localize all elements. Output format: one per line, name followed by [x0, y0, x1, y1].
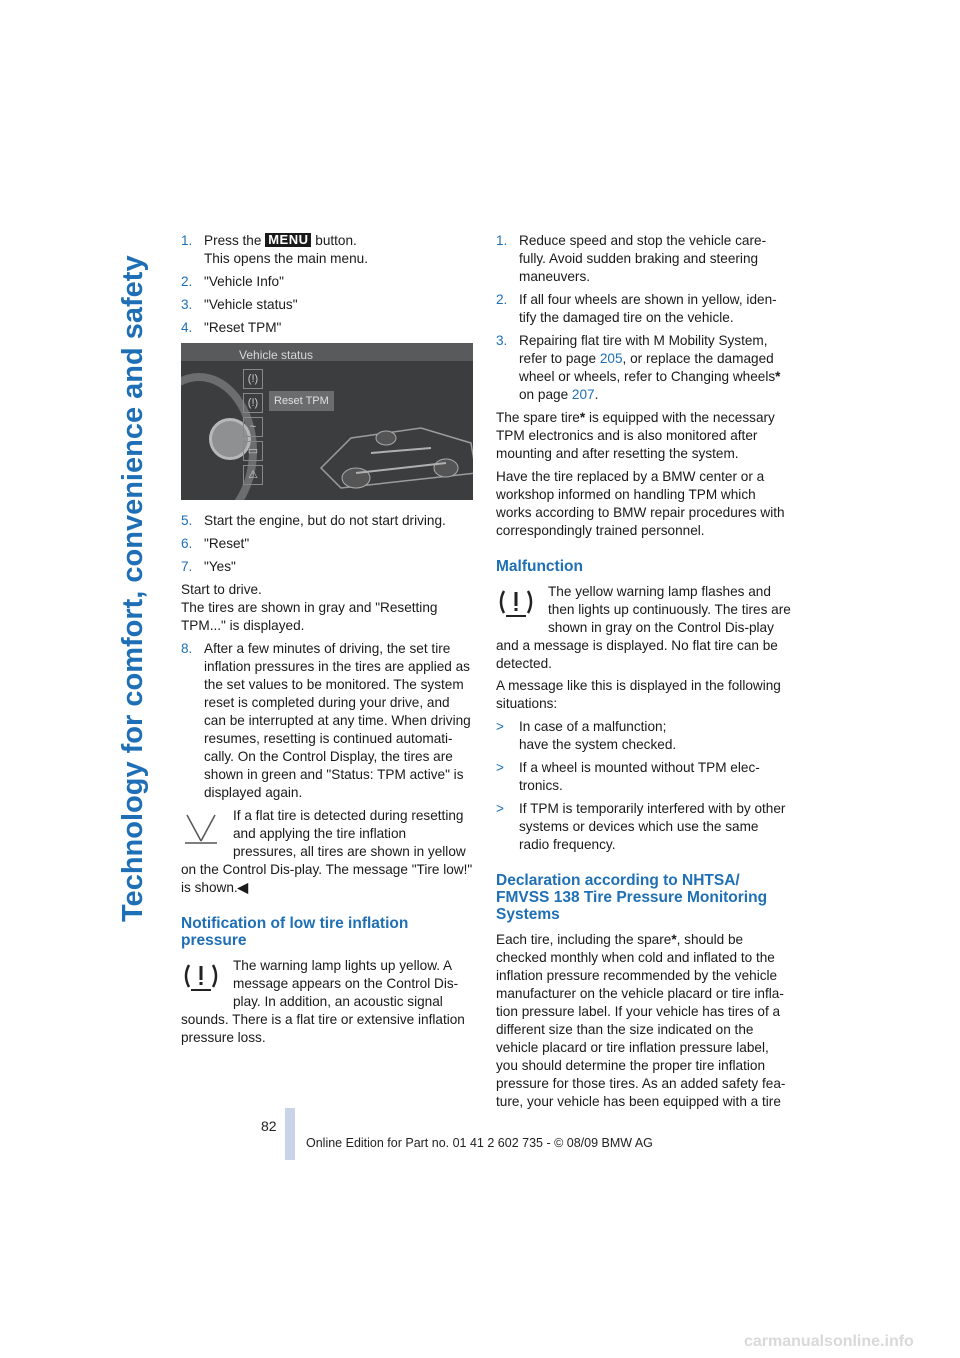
- page-link-207[interactable]: 207: [571, 387, 595, 402]
- step-number: 2.: [496, 292, 508, 307]
- figure-selected-item: Reset TPM: [269, 391, 334, 411]
- step-text: "Vehicle Info": [204, 274, 284, 289]
- watermark: carmanualsonline.info: [744, 1333, 914, 1350]
- step-7: [181, 558, 473, 576]
- warning-triangle-icon: ⚠: [243, 465, 263, 485]
- step-5: [181, 512, 473, 530]
- malfunction-callout: [496, 583, 792, 673]
- step-text: This opens the main menu.: [204, 251, 368, 266]
- situations-intro: A message like this is displayed in the following situations:: [496, 678, 781, 711]
- paragraph-text: The spare tire: [496, 410, 580, 425]
- tire-reset-icon: (!): [243, 393, 263, 413]
- step-text: "Vehicle status": [204, 297, 298, 312]
- figure-title: Vehicle status: [239, 348, 314, 362]
- tires-gray-text: The tires are shown in gray and "Resetting TPM..." is displayed.: [181, 600, 438, 633]
- step-number: 4.: [181, 320, 193, 335]
- heading-low-pressure: Notification of low tire inflation pressure: [181, 915, 409, 949]
- oil-icon: ~: [243, 417, 263, 437]
- footer-accent-bar: [285, 1108, 295, 1160]
- page-link-205[interactable]: 205: [599, 351, 623, 366]
- step-text: "Reset": [204, 536, 250, 551]
- optional-star: *: [579, 410, 586, 425]
- declaration-paragraph: [496, 931, 792, 1111]
- right-step-1: [496, 232, 792, 286]
- step-text: button.: [311, 233, 357, 248]
- optional-star: *: [671, 932, 677, 947]
- note-text: If a flat tire is detected during resetting and applying the tire inflation pressures, all tires are shown in yellow on the Control Dis-play. The message "Tire low!" is shown.: [181, 808, 473, 895]
- malfunction-text: The yellow warning lamp flashes and then lights up continuously. The tires are shown in gray on the Control Dis-play and a message is displayed. No flat tire can be detected.: [496, 584, 791, 671]
- step-1: [181, 232, 473, 268]
- step-text: Press the: [204, 233, 266, 248]
- step-6: [181, 535, 473, 553]
- step-3: [181, 296, 473, 314]
- step-text: If all four wheels are shown in yellow, iden-tify the damaged tire on the vehicle.: [519, 292, 777, 325]
- spare-tire-paragraph: [496, 409, 792, 463]
- menu-button-icon: MENU: [265, 233, 311, 247]
- step-text: Repairing flat tire with M Mobility System, refer to page: [519, 333, 768, 366]
- step-text: on page: [519, 387, 572, 402]
- paragraph-text: Each tire, including the spare: [496, 932, 672, 947]
- right-column: [496, 232, 792, 1116]
- right-step-3: [496, 332, 792, 404]
- bullet-mark: >: [496, 719, 504, 734]
- end-mark-icon: ◀: [237, 880, 249, 895]
- step-number: 3.: [181, 297, 193, 312]
- note-callout: [181, 807, 473, 897]
- heading-declaration: Declaration according to NHTSA/ FMVSS 138 Tire Pressure Monitoring Systems: [496, 872, 768, 923]
- tire-icon: (!): [243, 369, 263, 389]
- figure-title-bar: [181, 343, 473, 361]
- step-number: 1.: [496, 233, 508, 248]
- step-number: 3.: [496, 333, 508, 348]
- paragraph-text: , should be checked monthly when cold and inflated to the inflation pressure recommended by the vehicle manufacturer on the vehicle placard or tire infla-tion pressure label. If your vehicle has tires of a different size than the size indicated on the vehicle placard or tire inflation pressure label, you should determine the proper tire inflation pressure for those tires. As an added safety fea-ture, your vehicle has been equipped with a tire: [496, 932, 786, 1109]
- step-number: 7.: [181, 559, 193, 574]
- tire-warning-lamp-icon: [496, 583, 536, 621]
- low-pressure-callout: [181, 957, 473, 1047]
- bullet-text: If TPM is temporarily interfered with by other systems or devices which use the same radio frequency.: [519, 801, 786, 852]
- bullet-item: [496, 718, 792, 754]
- optional-star: *: [775, 369, 781, 384]
- bullet-text: In case of a malfunction;: [519, 719, 667, 734]
- step-text: .: [594, 387, 599, 402]
- footer-edition: Online Edition for Part no. 01 41 2 602 735 - © 08/09 BMW AG: [306, 1136, 653, 1150]
- step-text: "Reset TPM": [204, 320, 282, 335]
- left-column: [181, 232, 473, 1051]
- step-number: 5.: [181, 513, 193, 528]
- start-drive-text: Start to drive.: [181, 582, 262, 597]
- step-text: , or replace the damaged wheel or wheels, refer to Changing wheels: [519, 351, 776, 384]
- bullet-text: If a wheel is mounted without TPM elec-tronics.: [519, 760, 760, 793]
- figure-menu-icons: [243, 369, 265, 489]
- paragraph-text: is equipped with the necessary TPM electronics and is also monitored after mounting and after resetting the system.: [496, 410, 775, 461]
- car-icon: ▭: [243, 441, 263, 461]
- bullet-mark: >: [496, 801, 504, 816]
- step-text: Start the engine, but do not start driving.: [204, 513, 446, 528]
- replace-tire-paragraph: Have the tire replaced by a BMW center or a workshop informed on handling TPM which works according to BMW repair procedures with correspondingly trained personnel.: [496, 469, 785, 538]
- step-number: 6.: [181, 536, 193, 551]
- bullet-mark: >: [496, 760, 504, 775]
- low-pressure-text: The warning lamp lights up yellow. A message appears on the Control Dis-play. In addition, an acoustic signal sounds. There is a flat tire or extensive inflation pressure loss.: [181, 958, 465, 1045]
- step-text: "Yes": [204, 559, 236, 574]
- page-number: 82: [261, 1118, 277, 1134]
- note-arrow-icon: [181, 807, 221, 845]
- step-text: After a few minutes of driving, the set tire inflation pressures in the tires are applied as the set values to be monitored. The system reset is completed during your drive, and can be interrupted at any time. When driving resumes, resetting is continued automati-cally. On the Control Display, the tires are shown in green and "Status: TPM active" is displayed again.: [204, 641, 471, 800]
- car-chassis-icon: [311, 398, 473, 498]
- step-4: [181, 319, 473, 337]
- step-number: 1.: [181, 233, 193, 248]
- step-number: 8.: [181, 641, 193, 656]
- step-2: [181, 273, 473, 291]
- bullet-item: [496, 759, 792, 795]
- bullet-item: [496, 800, 792, 854]
- right-step-2: [496, 291, 792, 327]
- bullet-text: have the system checked.: [519, 737, 677, 752]
- step-8: [181, 640, 473, 802]
- step-text: Reduce speed and stop the vehicle care-fully. Avoid sudden braking and steering maneuvers.: [519, 233, 767, 284]
- vehicle-status-screenshot: [181, 343, 473, 500]
- tire-warning-lamp-icon: [181, 957, 221, 995]
- step-number: 2.: [181, 274, 193, 289]
- heading-malfunction: Malfunction: [496, 558, 583, 575]
- chapter-side-title: Technology for comfort, convenience and safety: [117, 255, 149, 922]
